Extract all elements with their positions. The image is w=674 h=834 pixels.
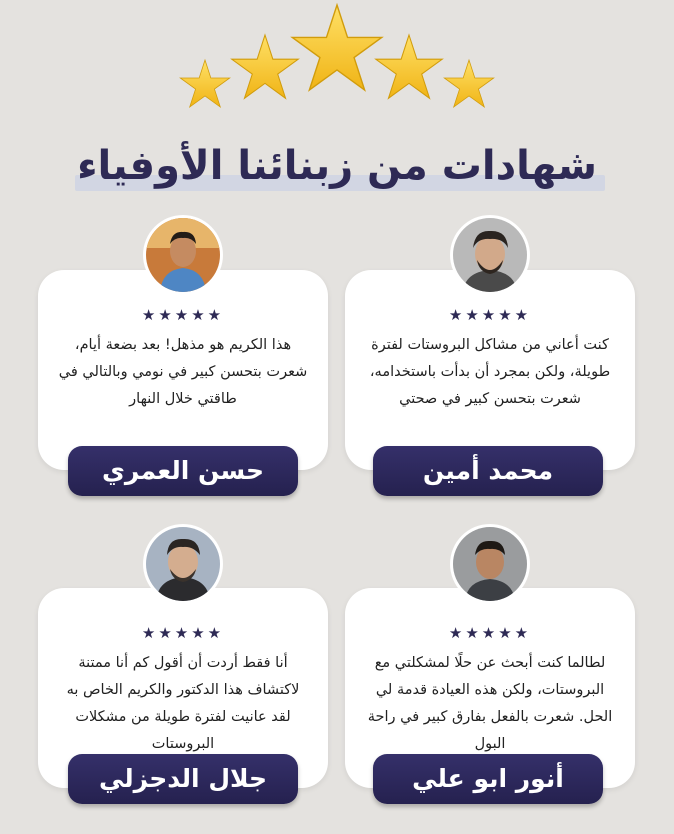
customer-name: محمد أمين: [373, 446, 603, 496]
star-icon: [444, 60, 493, 107]
testimonial-quote: لطالما كنت أبحث عن حلًا لمشكلتي مع البروستات، ولكن هذه العيادة قدمة لي الحل. شعرت بالفعل بفارق كبير في راحة البول: [367, 655, 613, 752]
rating-stars: ★★★★★: [448, 624, 532, 642]
avatar: [143, 524, 223, 604]
rating-stars: [0, 0, 674, 120]
page-title: شهادات من زبنائنا الأوفياء: [77, 143, 597, 189]
rating-stars: ★★★★★: [448, 306, 532, 324]
testimonial-card: [345, 270, 635, 470]
customer-name: حسن العمري: [68, 446, 298, 496]
testimonial-quote: هذا الكريم هو مذهل! بعد بضعة أيام، شعرت بتحسن كبير في نومي وبالتالي في طاقتي خلال النهار: [58, 337, 308, 407]
rating-stars: ★★★★★: [141, 624, 225, 642]
rating-stars: ★★★★★: [141, 306, 225, 324]
star-icon: [180, 60, 229, 107]
star-icon: [376, 35, 443, 98]
avatar: [143, 215, 223, 295]
customer-name: جلال الدجزلي: [68, 754, 298, 804]
testimonial-card: [38, 270, 328, 470]
customer-name: أنور ابو علي: [373, 754, 603, 804]
testimonial-quote: كنت أعاني من مشاكل البروستات لفترة طويلة، ولكن بمجرد أن بدأت باستخدامه، شعرت بتحسن كبير في صحتي: [369, 337, 611, 407]
avatar: [450, 215, 530, 295]
testimonial-quote: أنا فقط أردت أن أقول كم أنا ممتنة لاكتشاف هذا الدكتور والكريم الخاص به لقد عانيت لفترة طويلة من مشكلات البروستات: [66, 655, 300, 752]
star-icon: [292, 5, 381, 90]
avatar: [450, 524, 530, 604]
star-icon: [232, 35, 299, 98]
